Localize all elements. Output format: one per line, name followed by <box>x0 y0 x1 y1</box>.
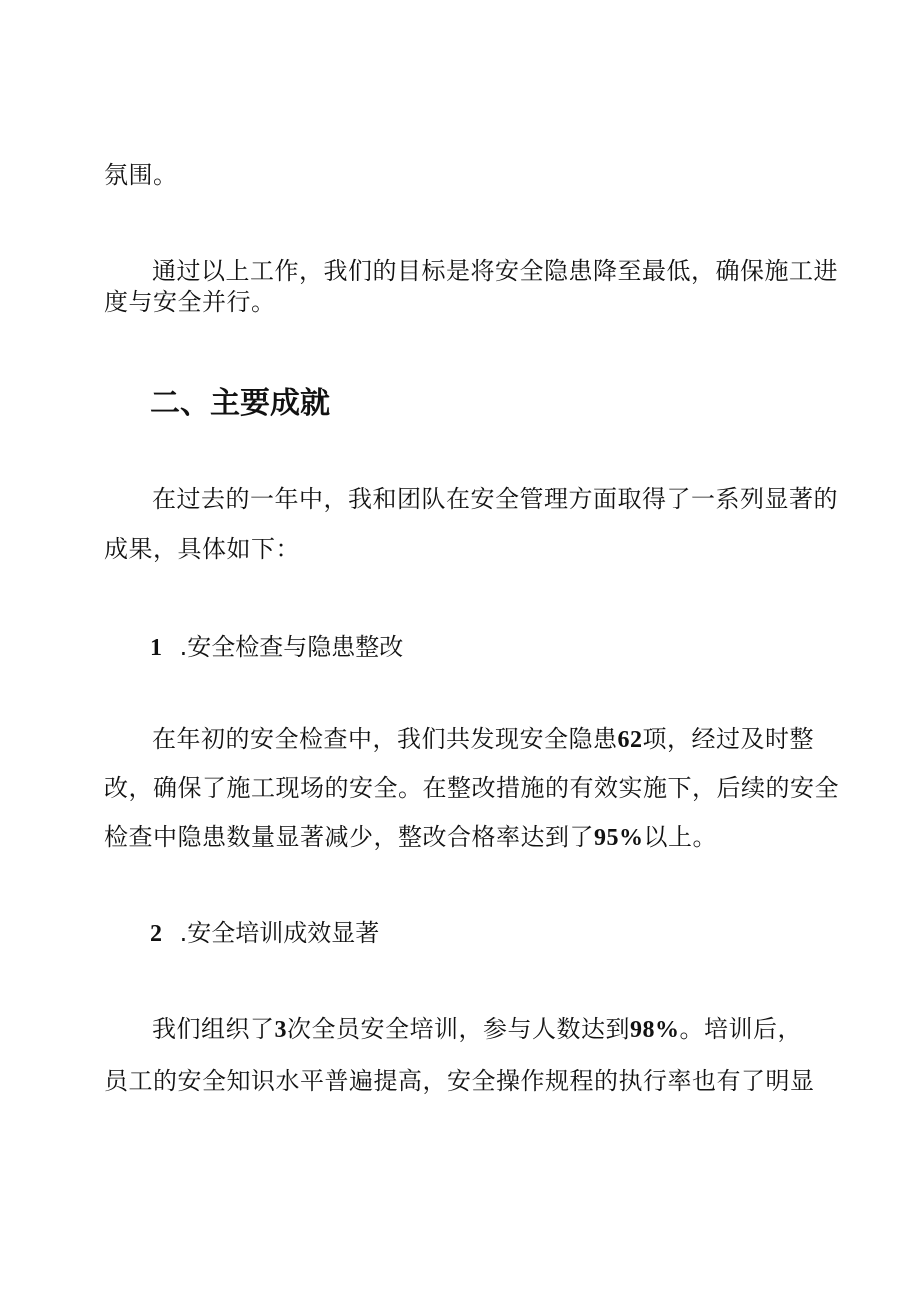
text-segment: 以上。 <box>643 823 717 851</box>
text-segment: 我们组织了 <box>152 1015 275 1043</box>
text-segment: 检查中隐患数量显著减少，整改合格率达到了 <box>104 823 594 851</box>
item-title: .安全检查与隐患整改 <box>179 633 404 661</box>
number-value: 95% <box>594 825 644 851</box>
subheading-2 <box>150 918 379 949</box>
paragraph-line: 氛围。 <box>104 161 178 189</box>
paragraph-line: 通过以上工作，我们的目标是将安全隐患降至最低，确保施工进 <box>152 257 838 285</box>
number-value: 98% <box>630 1017 680 1043</box>
paragraph-line: 改，确保了施工现场的安全。在整改措施的有效实施下，后续的安全 <box>104 774 839 802</box>
item-title: .安全培训成效显著 <box>179 919 380 947</box>
paragraph-line <box>104 822 717 853</box>
paragraph-line: 成果，具体如下： <box>104 535 300 563</box>
paragraph-line: 在过去的一年中，我和团队在安全管理方面取得了一系列显著的 <box>152 485 838 513</box>
paragraph-line: 员工的安全知识水平普遍提高，安全操作规程的执行率也有了明显 <box>104 1067 815 1095</box>
text-segment: 次全员安全培训，参与人数达到 <box>287 1015 630 1043</box>
section-heading: 二、主要成就 <box>150 386 330 421</box>
text-segment: 在年初的安全检查中，我们共发现安全隐患 <box>152 725 618 753</box>
number-value: 3 <box>274 1017 287 1043</box>
text-segment: 项，经过及时整 <box>642 725 814 753</box>
paragraph-line <box>152 724 814 755</box>
number-value: 62 <box>617 727 643 753</box>
paragraph-line: 度与安全并行。 <box>104 288 276 316</box>
paragraph-line <box>152 1014 802 1045</box>
item-number: 2 <box>150 921 162 947</box>
item-number: 1 <box>150 635 162 661</box>
subheading-1 <box>150 632 403 663</box>
text-segment: 。培训后， <box>679 1015 802 1043</box>
